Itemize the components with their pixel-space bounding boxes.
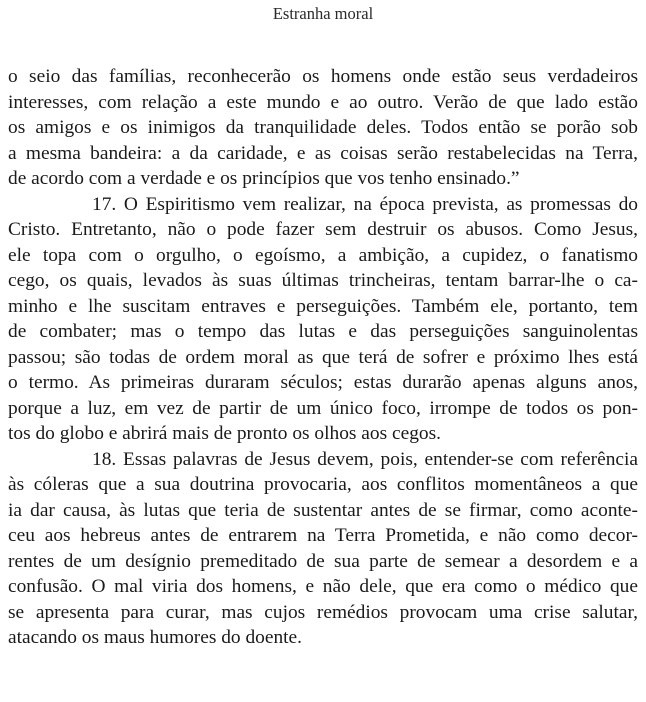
text-line: de acordo com a verdade e os princípios que vos tenho ensinado.”	[8, 168, 520, 189]
text-line: rentes de um desígnio premeditado de sua parte de semear a desordem e a	[8, 550, 638, 572]
text-line: Cristo. Entretanto, não o pode fazer sem destruir os abusos. Como Jesus,	[8, 219, 638, 240]
text-line: o termo. As primeiras duraram séculos; estas durarão apenas alguns anos,	[8, 372, 638, 393]
text-line: a mesma bandeira: a da caridade, e as coisas serão restabelecidas na Terra,	[8, 142, 638, 164]
text-line: o seio das famílias, reconhecerão os homens onde estão seus verdadeiros	[8, 66, 638, 87]
text-line: minho e lhe suscitam entraves e perseguições. Também ele, portanto, tem	[8, 295, 638, 317]
text-line: se apresenta para curar, mas cujos remédios provocam uma crise salutar,	[8, 601, 638, 623]
text-line: porque a luz, em vez de partir de um único foco, irrompe de todos os pon-	[8, 397, 638, 419]
text-line: 17. O Espiritismo vem realizar, na época prevista, as promessas do	[92, 193, 638, 215]
text-line: passou; são todas de ordem moral as que terá de sofrer e próximo lhes está	[8, 346, 638, 368]
text-line: ceu aos hebreus antes de entrarem na Terra Prometida, e não como decor-	[8, 525, 638, 546]
text-line: ele topa com o orgulho, o egoísmo, a ambição, a cupidez, o fanatismo	[8, 244, 638, 266]
paragraph-continuation	[8, 64, 638, 192]
running-header: Estranha moral	[272, 4, 374, 23]
text-line: 18. Essas palavras de Jesus devem, pois, entender-se com referência	[92, 448, 638, 470]
text-line: atacando os maus humores do doente.	[8, 627, 303, 648]
text-line: confusão. O mal viria dos homens, e não dele, que era como o médico que	[8, 576, 638, 597]
body-text	[8, 64, 638, 651]
text-line: às cóleras que a sua doutrina provocaria, aos conflitos momentâneos a que	[8, 474, 638, 495]
text-line: de combater; mas o tempo das lutas e das perseguições sanguinolentas	[8, 321, 638, 342]
paragraph-18	[8, 447, 638, 651]
text-line: interesses, com relação a este mundo e ao outro. Verão de que lado estão	[8, 91, 638, 113]
text-line: cego, os quais, levados às suas últimas trincheiras, tentam barrar-lhe o ca-	[8, 270, 638, 291]
paragraph-17	[8, 192, 638, 447]
text-line: ia dar causa, às lutas que teria de sustentar antes de se firmar, como aconte-	[8, 499, 638, 521]
text-line: tos do globo e abrirá mais de pronto os olhos aos cegos.	[8, 423, 441, 444]
text-line: os amigos e os inimigos da tranquilidade deles. Todos então se porão sob	[8, 117, 638, 138]
